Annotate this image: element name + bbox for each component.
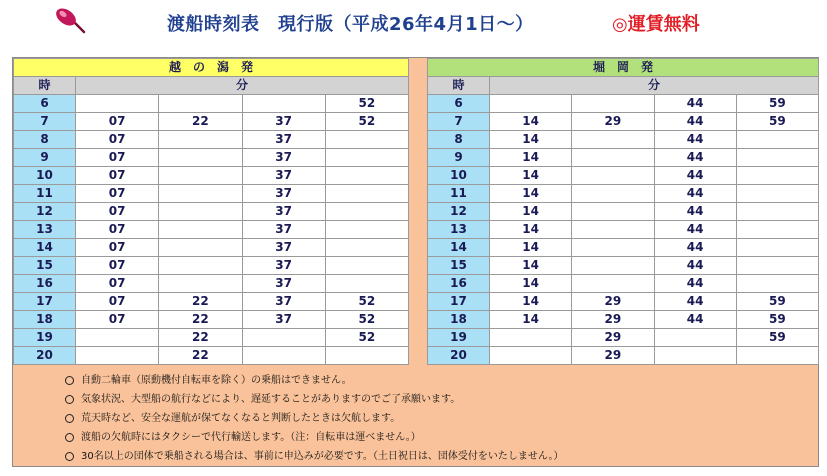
hour-cell: 20 <box>428 347 490 365</box>
minute-cell: 07 <box>76 239 159 257</box>
minute-cell <box>159 95 242 113</box>
table-row <box>428 113 819 131</box>
pushpin-icon <box>52 6 88 36</box>
minute-cell: 44 <box>654 131 736 149</box>
minute-cell: 37 <box>242 167 325 185</box>
minute-cell <box>159 221 242 239</box>
minute-cell: 44 <box>654 167 736 185</box>
minute-header: 分 <box>490 77 819 95</box>
minute-cell <box>736 185 818 203</box>
minute-cell <box>572 257 654 275</box>
table-row <box>428 329 819 347</box>
minute-cell <box>159 203 242 221</box>
minute-cell: 07 <box>76 257 159 275</box>
minute-cell <box>242 95 325 113</box>
hour-cell: 6 <box>428 95 490 113</box>
minute-cell: 22 <box>159 311 242 329</box>
table-row <box>14 185 409 203</box>
minute-cell: 07 <box>76 293 159 311</box>
minute-cell: 07 <box>76 311 159 329</box>
table-row <box>14 329 409 347</box>
minute-cell: 44 <box>654 113 736 131</box>
minute-cell: 37 <box>242 293 325 311</box>
table-row <box>428 149 819 167</box>
koshinokata-timetable <box>13 58 409 365</box>
minute-cell <box>242 347 325 365</box>
table-row <box>14 275 409 293</box>
table-row <box>14 221 409 239</box>
table-row <box>428 275 819 293</box>
note-item <box>13 371 818 390</box>
minute-cell <box>325 347 408 365</box>
minute-cell: 14 <box>490 113 572 131</box>
minute-cell <box>325 257 408 275</box>
hour-cell: 8 <box>14 131 76 149</box>
table-row <box>428 293 819 311</box>
minute-cell <box>572 203 654 221</box>
minute-cell <box>654 329 736 347</box>
minute-cell <box>736 257 818 275</box>
minute-cell <box>572 131 654 149</box>
hour-cell: 11 <box>14 185 76 203</box>
minute-cell: 44 <box>654 257 736 275</box>
hour-cell: 20 <box>14 347 76 365</box>
table-row <box>428 257 819 275</box>
minute-cell: 37 <box>242 131 325 149</box>
minute-cell: 37 <box>242 185 325 203</box>
hour-cell: 17 <box>428 293 490 311</box>
minute-cell <box>325 149 408 167</box>
minute-cell: 37 <box>242 113 325 131</box>
minute-cell: 59 <box>736 329 818 347</box>
minute-cell: 44 <box>654 239 736 257</box>
hour-cell: 10 <box>14 167 76 185</box>
minute-cell <box>159 185 242 203</box>
minute-cell: 52 <box>325 329 408 347</box>
hour-cell: 7 <box>14 113 76 131</box>
hour-cell: 14 <box>428 239 490 257</box>
minute-cell: 07 <box>76 113 159 131</box>
minute-cell <box>76 347 159 365</box>
minute-cell <box>736 347 818 365</box>
minute-cell: 07 <box>76 221 159 239</box>
minute-cell: 14 <box>490 293 572 311</box>
table-row <box>428 311 819 329</box>
minute-cell <box>572 185 654 203</box>
minute-cell: 07 <box>76 185 159 203</box>
minute-cell <box>490 347 572 365</box>
table-row <box>14 167 409 185</box>
minute-cell: 14 <box>490 149 572 167</box>
left-rows <box>14 95 409 365</box>
minute-cell: 14 <box>490 185 572 203</box>
minute-cell: 14 <box>490 167 572 185</box>
circle-bullet-icon <box>65 414 74 423</box>
note-text: 気象状況、大型船の航行などにより、遅延することがありますのでご了承願います。 <box>81 394 461 405</box>
minute-cell: 44 <box>654 275 736 293</box>
hour-cell: 12 <box>428 203 490 221</box>
hour-cell: 6 <box>14 95 76 113</box>
minute-cell: 07 <box>76 167 159 185</box>
note-text: 渡船の欠航時にはタクシーで代行輸送します。（注：自転車は運べません。） <box>81 432 421 443</box>
minute-cell: 29 <box>572 347 654 365</box>
minute-cell: 14 <box>490 221 572 239</box>
right-title: 堀 岡 発 <box>428 59 819 77</box>
minute-cell <box>325 221 408 239</box>
minute-cell: 44 <box>654 311 736 329</box>
minute-cell: 29 <box>572 329 654 347</box>
table-row <box>14 293 409 311</box>
minute-cell <box>76 329 159 347</box>
minute-cell: 14 <box>490 203 572 221</box>
minute-cell <box>654 347 736 365</box>
minute-header: 分 <box>76 77 409 95</box>
minute-cell <box>242 329 325 347</box>
notes-list <box>13 371 818 466</box>
minute-cell: 37 <box>242 203 325 221</box>
minute-cell: 44 <box>654 95 736 113</box>
minute-cell <box>736 203 818 221</box>
minute-cell: 37 <box>242 275 325 293</box>
table-row <box>14 131 409 149</box>
minute-cell <box>736 167 818 185</box>
minute-cell <box>736 149 818 167</box>
hour-cell: 8 <box>428 131 490 149</box>
minute-cell: 07 <box>76 275 159 293</box>
hour-cell: 12 <box>14 203 76 221</box>
minute-cell: 29 <box>572 293 654 311</box>
minute-cell <box>325 203 408 221</box>
minute-cell <box>490 95 572 113</box>
page-title: 渡船時刻表 現行版（平成26年4月1日～） <box>167 14 534 35</box>
minute-cell: 59 <box>736 311 818 329</box>
minute-cell: 59 <box>736 95 818 113</box>
table-row <box>14 239 409 257</box>
left-title: 越 の 潟 発 <box>14 59 409 77</box>
minute-cell: 37 <box>242 311 325 329</box>
note-item <box>13 428 818 447</box>
minute-cell: 52 <box>325 311 408 329</box>
note-item <box>13 447 818 466</box>
hour-cell: 9 <box>14 149 76 167</box>
table-row <box>428 347 819 365</box>
table-row <box>428 95 819 113</box>
horioka-timetable <box>427 58 819 365</box>
hour-cell: 14 <box>14 239 76 257</box>
minute-cell: 37 <box>242 149 325 167</box>
minute-cell <box>76 95 159 113</box>
minute-cell <box>572 149 654 167</box>
hour-cell: 16 <box>428 275 490 293</box>
circle-bullet-icon <box>65 452 74 461</box>
minute-cell <box>159 239 242 257</box>
right-rows <box>428 95 819 365</box>
header <box>0 0 827 48</box>
minute-cell <box>159 149 242 167</box>
hour-cell: 15 <box>428 257 490 275</box>
hour-cell: 19 <box>14 329 76 347</box>
circle-bullet-icon <box>65 395 74 404</box>
minute-cell: 29 <box>572 113 654 131</box>
minute-cell: 22 <box>159 113 242 131</box>
minute-cell <box>159 167 242 185</box>
hour-header: 時 <box>14 77 76 95</box>
minute-cell: 44 <box>654 293 736 311</box>
minute-cell <box>325 167 408 185</box>
hour-cell: 18 <box>428 311 490 329</box>
table-row <box>428 203 819 221</box>
table-row <box>428 239 819 257</box>
table-row <box>428 221 819 239</box>
minute-cell: 14 <box>490 257 572 275</box>
table-row <box>14 257 409 275</box>
minute-cell <box>325 131 408 149</box>
minute-cell <box>736 275 818 293</box>
minute-cell: 29 <box>572 311 654 329</box>
hour-cell: 15 <box>14 257 76 275</box>
note-item <box>13 390 818 409</box>
minute-cell <box>736 221 818 239</box>
table-row <box>14 203 409 221</box>
minute-cell: 07 <box>76 149 159 167</box>
minute-cell: 52 <box>325 113 408 131</box>
minute-cell: 44 <box>654 203 736 221</box>
hour-cell: 13 <box>428 221 490 239</box>
minute-cell: 07 <box>76 131 159 149</box>
minute-cell <box>572 239 654 257</box>
fare-notice: ◎運賃無料 <box>612 14 700 35</box>
minute-cell: 37 <box>242 221 325 239</box>
minute-cell: 44 <box>654 221 736 239</box>
table-row <box>14 113 409 131</box>
minute-cell: 44 <box>654 149 736 167</box>
hour-header: 時 <box>428 77 490 95</box>
minute-cell: 22 <box>159 329 242 347</box>
hour-cell: 11 <box>428 185 490 203</box>
note-text: 30名以上の団体で乗船される場合は、事前に申込みが必要です。（土日祝日は、団体受付をいたしません。） <box>81 451 564 462</box>
timetable-panel <box>12 57 819 467</box>
hour-cell: 17 <box>14 293 76 311</box>
minute-cell: 14 <box>490 311 572 329</box>
hour-cell: 13 <box>14 221 76 239</box>
minute-cell <box>572 275 654 293</box>
hour-cell: 18 <box>14 311 76 329</box>
hour-cell: 19 <box>428 329 490 347</box>
minute-cell: 37 <box>242 239 325 257</box>
minute-cell: 14 <box>490 275 572 293</box>
hour-cell: 9 <box>428 149 490 167</box>
minute-cell <box>736 131 818 149</box>
circle-bullet-icon <box>65 433 74 442</box>
minute-cell <box>490 329 572 347</box>
hour-cell: 7 <box>428 113 490 131</box>
minute-cell <box>325 275 408 293</box>
minute-cell: 22 <box>159 347 242 365</box>
minute-cell: 59 <box>736 293 818 311</box>
minute-cell <box>159 257 242 275</box>
minute-cell: 14 <box>490 239 572 257</box>
hour-cell: 10 <box>428 167 490 185</box>
minute-cell <box>325 239 408 257</box>
table-row <box>14 149 409 167</box>
note-text: 自動二輪車（原動機付自転車を除く）の乗船はできません。 <box>81 375 352 386</box>
minute-cell: 07 <box>76 203 159 221</box>
minute-cell <box>736 239 818 257</box>
minute-cell <box>159 131 242 149</box>
minute-cell: 37 <box>242 257 325 275</box>
minute-cell: 52 <box>325 95 408 113</box>
minute-cell: 44 <box>654 185 736 203</box>
hour-cell: 16 <box>14 275 76 293</box>
minute-cell: 14 <box>490 131 572 149</box>
note-text: 荒天時など、安全な運航が保てなくなると判断したときは欠航します。 <box>81 413 401 424</box>
table-row <box>14 347 409 365</box>
minute-cell <box>572 167 654 185</box>
table-row <box>14 95 409 113</box>
minute-cell: 22 <box>159 293 242 311</box>
table-row <box>428 131 819 149</box>
minute-cell <box>572 95 654 113</box>
table-row <box>428 167 819 185</box>
minute-cell <box>159 275 242 293</box>
table-row <box>14 311 409 329</box>
minute-cell <box>325 185 408 203</box>
minute-cell: 59 <box>736 113 818 131</box>
circle-bullet-icon <box>65 376 74 385</box>
minute-cell <box>572 221 654 239</box>
note-item <box>13 409 818 428</box>
minute-cell: 52 <box>325 293 408 311</box>
table-row <box>428 185 819 203</box>
